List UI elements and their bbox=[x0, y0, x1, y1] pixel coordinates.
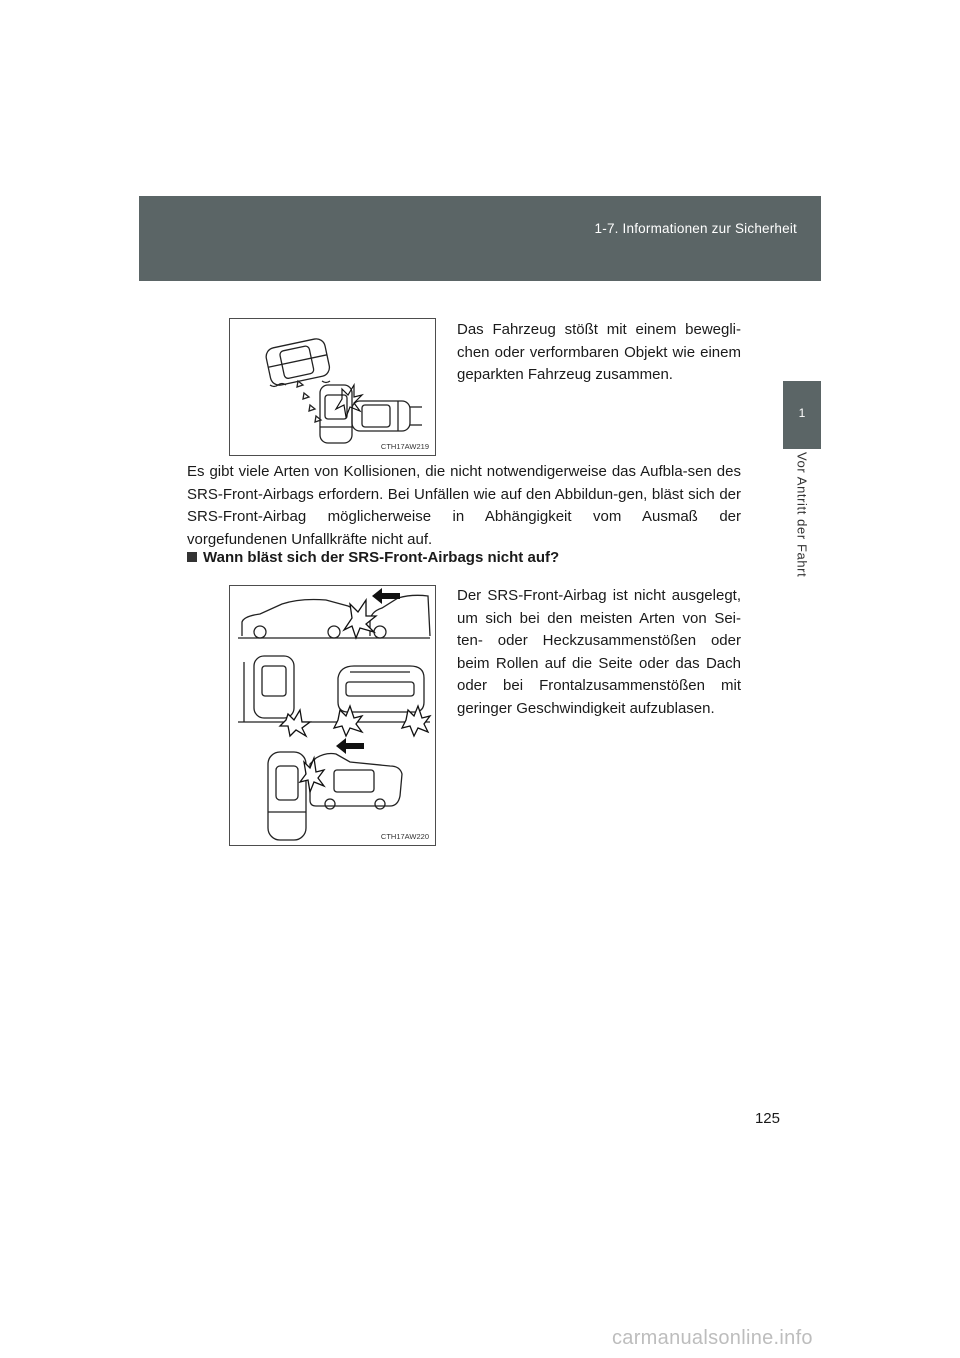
section-title: 1-7. Informationen zur Sicherheit bbox=[594, 221, 797, 236]
square-bullet-icon bbox=[187, 552, 197, 562]
chapter-title: Vor Antritt der Fahrt bbox=[794, 452, 810, 578]
chapter-caption bbox=[783, 452, 821, 642]
chapter-number: 1 bbox=[798, 406, 806, 420]
figure-parked-car-collision bbox=[229, 318, 436, 456]
section-heading bbox=[187, 549, 559, 566]
figure-code: CTH17AW219 bbox=[380, 442, 429, 451]
figure-2-caption: Der SRS-Front-Airbag ist nicht ausgelegt, um sich bei den meisten Arten von Sei-ten- oder Heckzusammenstößen oder beim Rollen auf die Seite oder das Dach oder bei Frontalzusammenstößen mit geringer Geschwindigkeit aufzublasen. bbox=[457, 587, 741, 717]
section-heading-text: Wann bläst sich der SRS-Front-Airbags nicht auf? bbox=[203, 549, 560, 566]
figure-1-caption: Das Fahrzeug stößt mit einem bewegli-chen oder verformbaren Objekt wie einem geparkten Fahrzeug zusammen. bbox=[457, 321, 741, 383]
body-paragraph: Es gibt viele Arten von Kollisionen, die nicht notwendigerweise das Aufbla-sen des SRS-Front-Airbags erfordern. Bei Unfällen wie auf den Abbildun-gen, bläst sich der SRS-Front-Airbag möglicherweise in Abhängigkeit vom Ausmaß der vorgefundenen Unfallkräfte nicht auf. bbox=[187, 463, 741, 548]
figure-non-deploy-collisions bbox=[229, 585, 436, 846]
watermark: carmanualsonline.info bbox=[612, 1327, 813, 1349]
header-bar bbox=[139, 196, 821, 281]
figure-code: CTH17AW220 bbox=[380, 832, 429, 841]
collision-illustration-2 bbox=[230, 586, 437, 847]
collision-illustration-1 bbox=[230, 319, 437, 457]
chapter-tab bbox=[783, 381, 821, 449]
page-number: 125 bbox=[754, 1110, 780, 1127]
